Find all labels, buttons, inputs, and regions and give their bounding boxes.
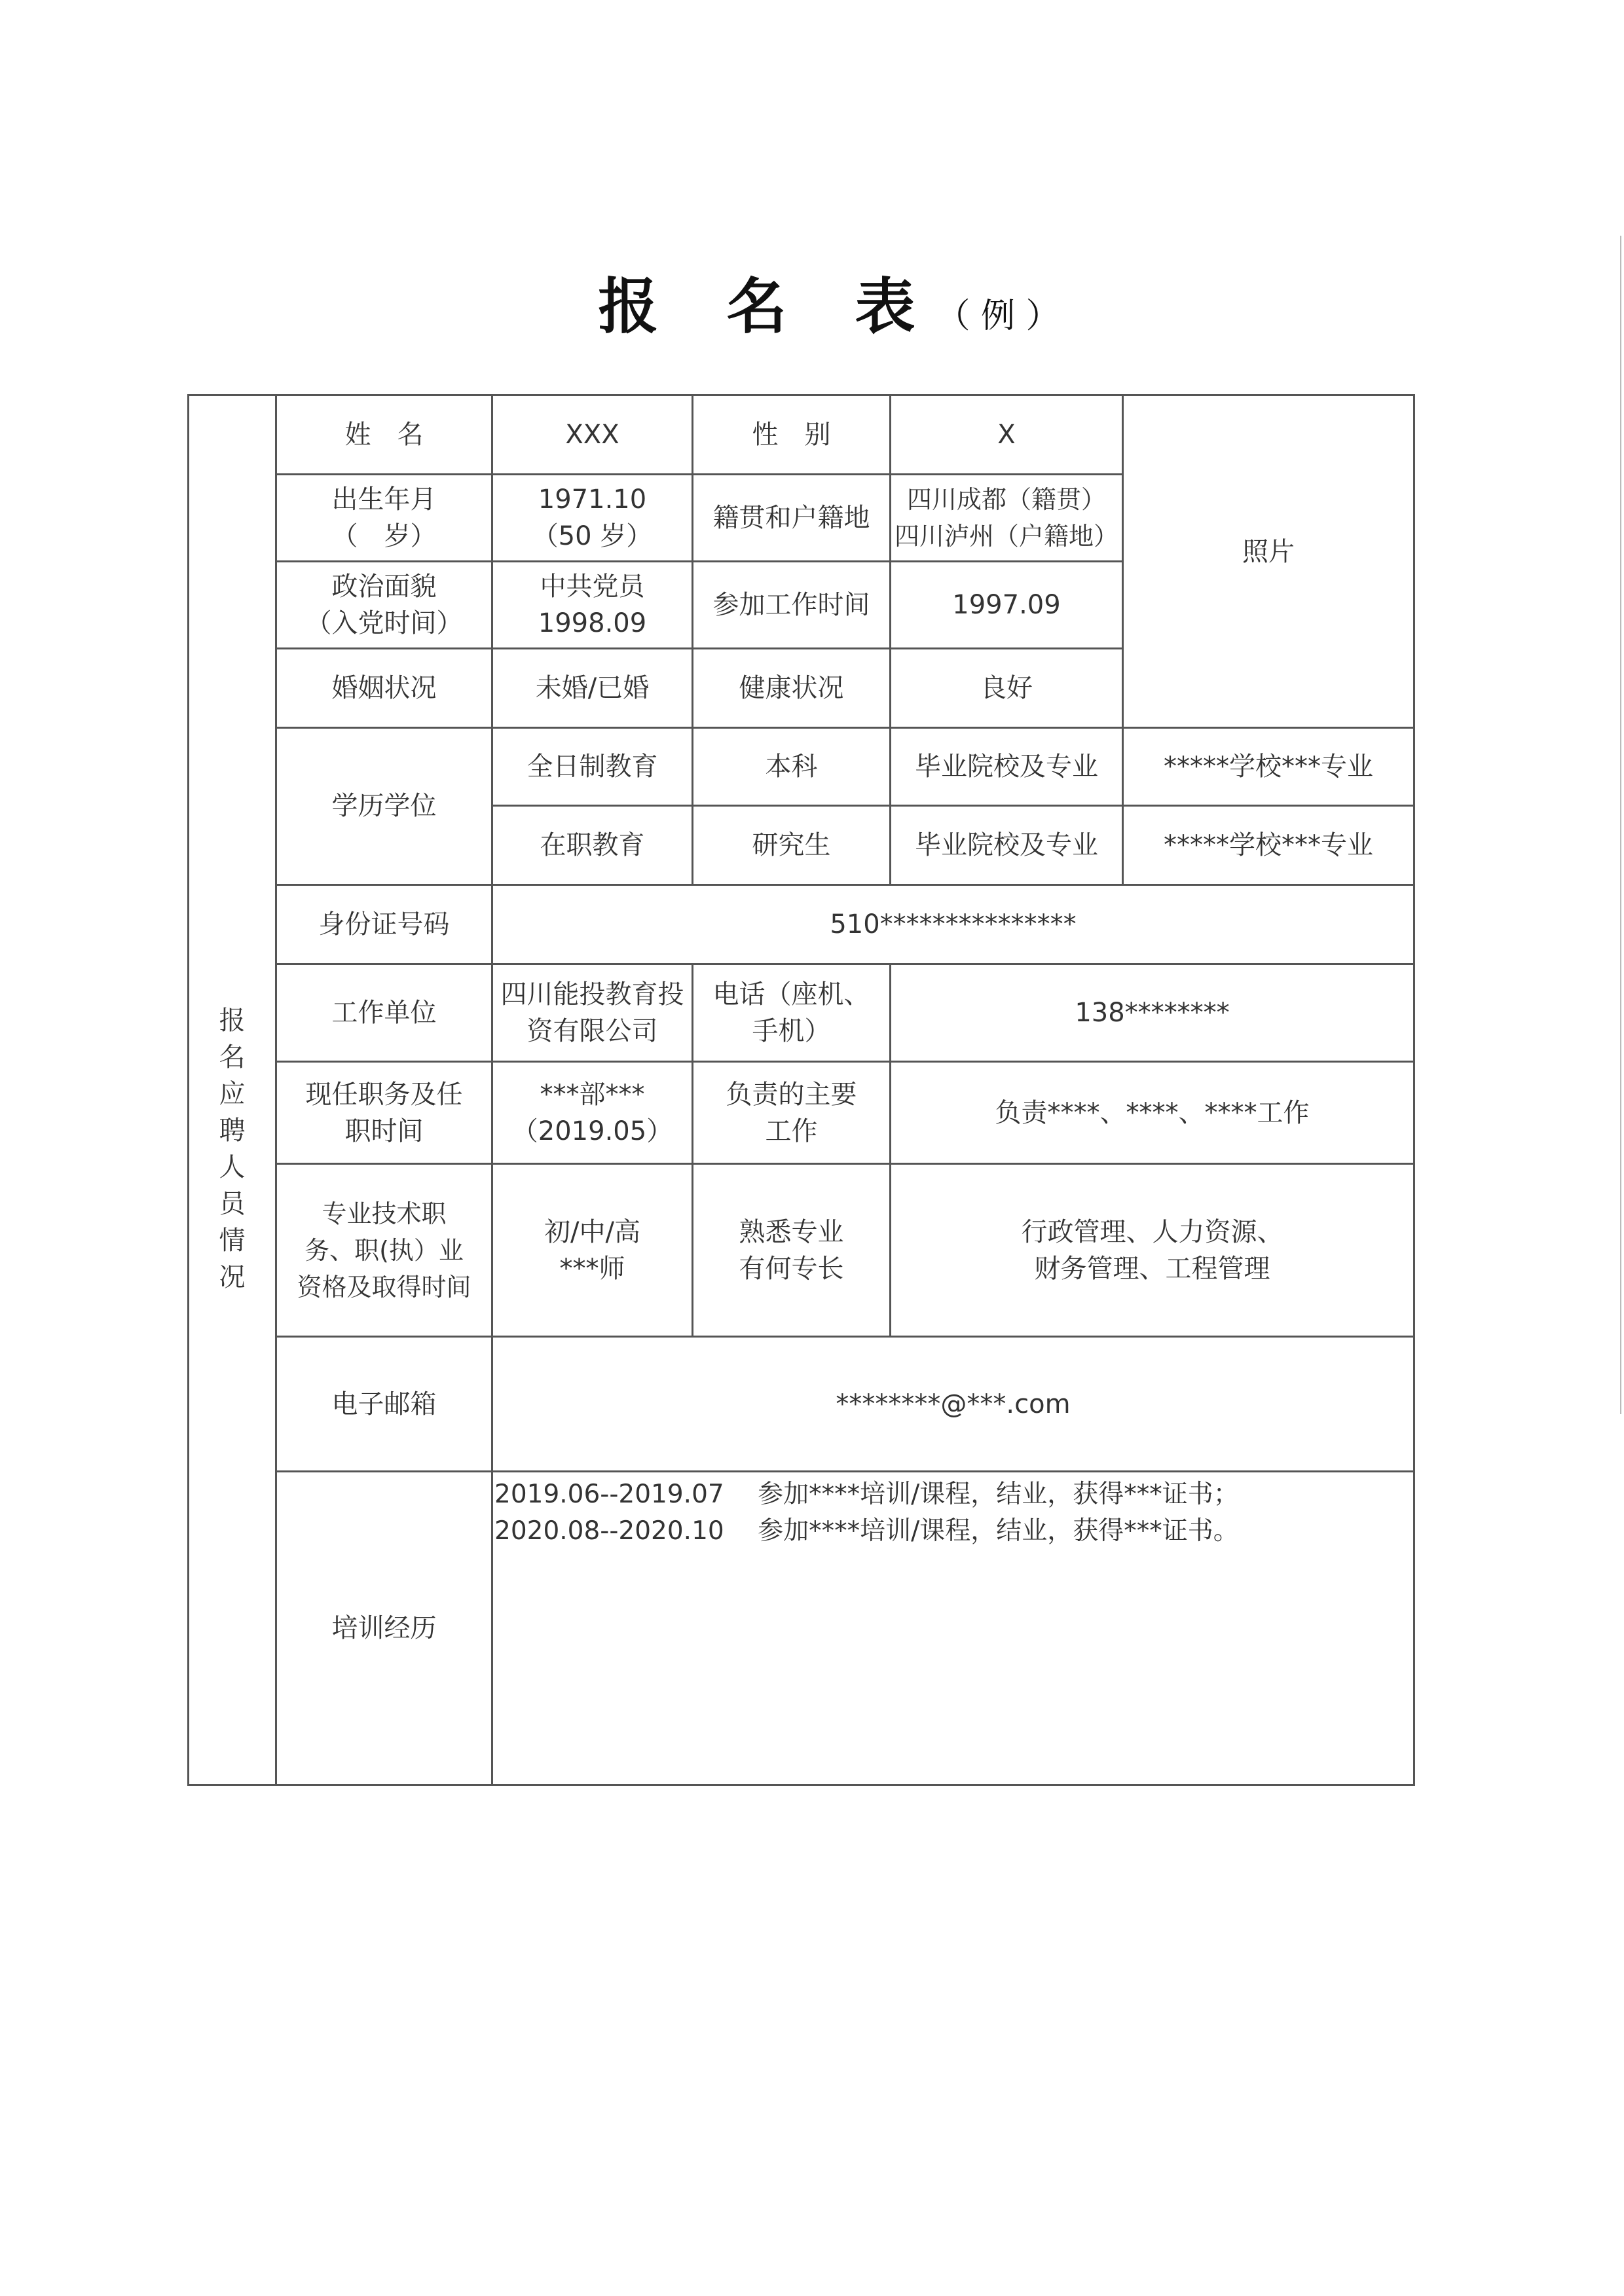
fulltime-school-label: 毕业院校及专业 xyxy=(891,728,1123,806)
side-char: 应 xyxy=(219,1079,246,1109)
employer-value-line: 资有限公司 xyxy=(526,1015,658,1046)
row-id xyxy=(189,884,1414,964)
origin-value-line: 四川泸州（户籍地） xyxy=(894,521,1118,551)
specialty-label xyxy=(693,1164,891,1337)
side-char: 报 xyxy=(219,1006,246,1036)
parttime-school-value: *****学校***专业 xyxy=(1123,805,1414,884)
gender-label: 性 别 xyxy=(693,395,891,475)
position-label-line: 现任职务及任 xyxy=(305,1079,463,1110)
row-email xyxy=(189,1337,1414,1472)
duty-value: 负责****、****、****工作 xyxy=(891,1062,1414,1164)
health-value: 良好 xyxy=(891,649,1123,728)
side-char: 况 xyxy=(219,1262,246,1292)
political-label-line: （入党时间） xyxy=(305,608,463,639)
parttime-school-label: 毕业院校及专业 xyxy=(891,805,1123,884)
title-value-line: 初/中/高 xyxy=(544,1216,640,1247)
specialty-label-line: 有何专长 xyxy=(739,1253,844,1284)
specialty-value xyxy=(891,1164,1414,1337)
title-char: 名 xyxy=(726,272,787,342)
work-start-value: 1997.09 xyxy=(891,562,1123,649)
birth-label-line: 出生年月 xyxy=(331,484,437,515)
form-table xyxy=(187,394,1415,1786)
side-char: 名 xyxy=(219,1042,246,1072)
email-value: ********@***.com xyxy=(492,1337,1414,1472)
employer-label: 工作单位 xyxy=(276,964,492,1061)
side-label xyxy=(189,395,276,1785)
title-char: 表 xyxy=(855,272,915,342)
position-value-line: ***部*** xyxy=(540,1079,645,1110)
position-value-line: （2019.05） xyxy=(511,1116,673,1146)
political-value-line: 1998.09 xyxy=(538,608,647,639)
phone-label-line: 手机） xyxy=(752,1015,831,1046)
training-line: 2020.08--2020.10 参加****培训/课程，结业，获得***证书。 xyxy=(494,1516,1239,1546)
form-title xyxy=(0,259,1624,345)
training-label: 培训经历 xyxy=(276,1472,492,1785)
parttime-degree: 研究生 xyxy=(693,805,891,884)
political-value-line: 中共党员 xyxy=(540,572,645,602)
phone-value: 138******** xyxy=(891,964,1414,1061)
row-professional-title xyxy=(189,1164,1414,1337)
position-label-line: 职时间 xyxy=(344,1116,424,1146)
id-value: 510*************** xyxy=(492,884,1414,964)
employer-value xyxy=(492,964,693,1061)
gender-value: X xyxy=(891,395,1123,475)
birth-value-line: 1971.10 xyxy=(538,484,647,515)
side-char: 聘 xyxy=(219,1116,246,1146)
political-label xyxy=(276,562,492,649)
training-value xyxy=(492,1472,1414,1785)
origin-value xyxy=(891,474,1123,561)
marital-value: 未婚/已婚 xyxy=(492,649,693,728)
title-label-line: 专业技术职 xyxy=(322,1199,447,1228)
row-name xyxy=(189,395,1414,475)
origin-value-line: 四川成都（籍贯） xyxy=(906,484,1106,514)
phone-label xyxy=(693,964,891,1061)
duty-label-line: 工作 xyxy=(765,1116,818,1146)
row-position xyxy=(189,1062,1414,1164)
title-value-line: ***师 xyxy=(559,1253,625,1284)
fulltime-degree: 本科 xyxy=(693,728,891,806)
birth-label xyxy=(276,474,492,561)
row-training xyxy=(189,1472,1414,1785)
phone-label-line: 电话（座机、 xyxy=(712,979,870,1010)
employer-value-line: 四川能投教育投 xyxy=(500,979,684,1010)
title-value xyxy=(492,1164,693,1337)
side-char: 人 xyxy=(219,1152,246,1182)
origin-label: 籍贯和户籍地 xyxy=(693,474,891,561)
training-line: 2019.06--2019.07 参加****培训/课程，结业，获得***证书； xyxy=(494,1480,1239,1510)
title-label-line: 资格及取得时间 xyxy=(297,1272,471,1302)
health-label: 健康状况 xyxy=(693,649,891,728)
title-char: 报 xyxy=(598,272,659,342)
email-label: 电子邮箱 xyxy=(276,1337,492,1472)
education-label: 学历学位 xyxy=(276,728,492,885)
fulltime-school-value: *****学校***专业 xyxy=(1123,728,1414,806)
scan-edge-line xyxy=(1620,236,1621,1414)
duty-label-line: 负责的主要 xyxy=(726,1079,857,1110)
specialty-label-line: 熟悉专业 xyxy=(739,1216,844,1247)
registration-form xyxy=(187,394,1413,1786)
title-suffix: （ 例 ） xyxy=(936,297,1060,336)
title-label xyxy=(276,1164,492,1337)
parttime-label: 在职教育 xyxy=(492,805,693,884)
side-char: 情 xyxy=(219,1226,246,1256)
birth-label-line: （ 岁） xyxy=(331,520,437,551)
photo-box: 照片 xyxy=(1123,395,1414,728)
specialty-value-line: 财务管理、工程管理 xyxy=(1034,1253,1270,1284)
position-value xyxy=(492,1062,693,1164)
work-start-label: 参加工作时间 xyxy=(693,562,891,649)
row-fulltime-education xyxy=(189,728,1414,806)
political-label-line: 政治面貌 xyxy=(331,572,437,602)
name-label: 姓 名 xyxy=(276,395,492,475)
marital-label: 婚姻状况 xyxy=(276,649,492,728)
fulltime-label: 全日制教育 xyxy=(492,728,693,806)
political-value xyxy=(492,562,693,649)
duty-label xyxy=(693,1062,891,1164)
name-value: XXX xyxy=(492,395,693,475)
position-label xyxy=(276,1062,492,1164)
birth-value-line: （50 岁） xyxy=(532,520,653,551)
title-label-line: 务、职(执）业 xyxy=(304,1235,464,1265)
id-label: 身份证号码 xyxy=(276,884,492,964)
side-char: 员 xyxy=(219,1189,246,1219)
birth-value xyxy=(492,474,693,561)
row-employer xyxy=(189,964,1414,1061)
specialty-value-line: 行政管理、人力资源、 xyxy=(1021,1216,1283,1247)
